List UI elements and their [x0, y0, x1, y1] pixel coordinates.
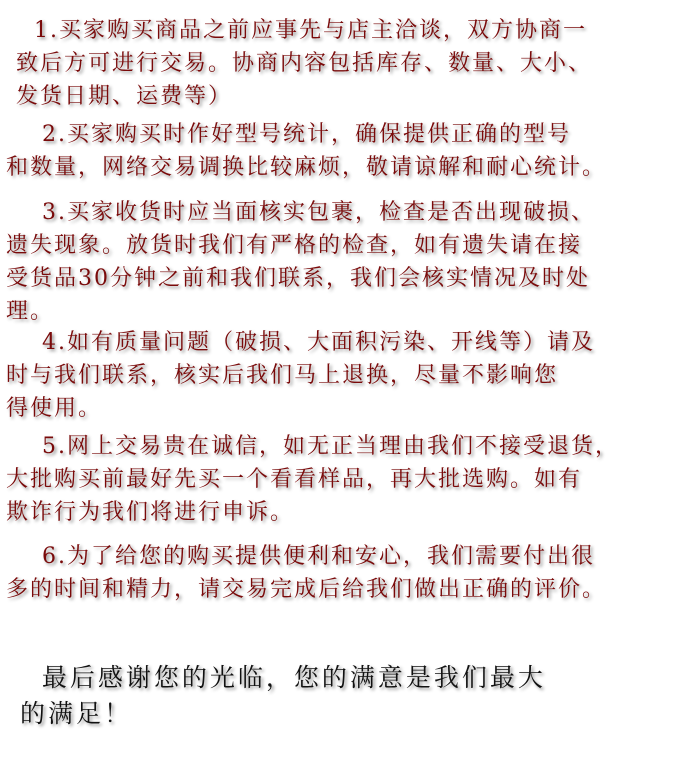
paragraph-line: 5.网上交易贵在诚信，如无正当理由我们不接受退货，: [6, 434, 619, 459]
paragraph-line: 受货品30分钟之前和我们联系，我们会核实情况及时处: [6, 266, 590, 291]
paragraph-line: 大批购买前最好先买一个看看样品，再大批选购。如有: [6, 467, 583, 492]
paragraph-line: 和数量，网络交易调换比较麻烦，敬请谅解和耐心统计。: [6, 155, 607, 180]
paragraph-line: 3.买家收货时应当面核实包裹，检查是否出现破损、: [6, 200, 595, 225]
notice-paragraph-5: [6, 430, 619, 529]
paragraph-line: 理。: [6, 299, 55, 324]
closing-line: 的满足！: [20, 699, 133, 728]
notice-paragraph-2: [6, 118, 606, 184]
notice-paragraph-1: [16, 14, 592, 113]
paragraph-line: 致后方可进行交易。协商内容包括库存、数量、大小、: [16, 51, 593, 76]
paragraph-line: 时与我们联系，核实后我们马上退换，尽量不影响您: [6, 363, 559, 388]
paragraph-line: 多的时间和精力，请交易完成后给我们做出正确的评价。: [6, 577, 607, 602]
paragraph-line: 2.买家购买时作好型号统计，确保提供正确的型号: [6, 122, 571, 147]
notice-paragraph-6: [6, 540, 606, 606]
paragraph-line: 6.为了给您的购买提供便利和安心，我们需要付出很: [6, 544, 595, 569]
paragraph-line: 得使用。: [6, 396, 103, 421]
closing-line: 最后感谢您的光临，您的满意是我们最大: [20, 663, 546, 692]
paragraph-line: 欺诈行为我们将进行申诉。: [6, 500, 295, 525]
notice-paragraph-4: [6, 326, 595, 425]
notice-paragraph-3: [6, 196, 595, 328]
paragraph-line: 发货日期、运费等）: [16, 84, 233, 109]
paragraph-line: 1.买家购买商品之前应事先与店主洽谈，双方协商一: [16, 18, 587, 43]
paragraph-line: 遗失现象。放货时我们有严格的检查，如有遗失请在接: [6, 233, 583, 258]
paragraph-line: 4.如有质量问题（破损、大面积污染、开线等）请及: [6, 330, 595, 355]
closing-message: [20, 660, 546, 732]
